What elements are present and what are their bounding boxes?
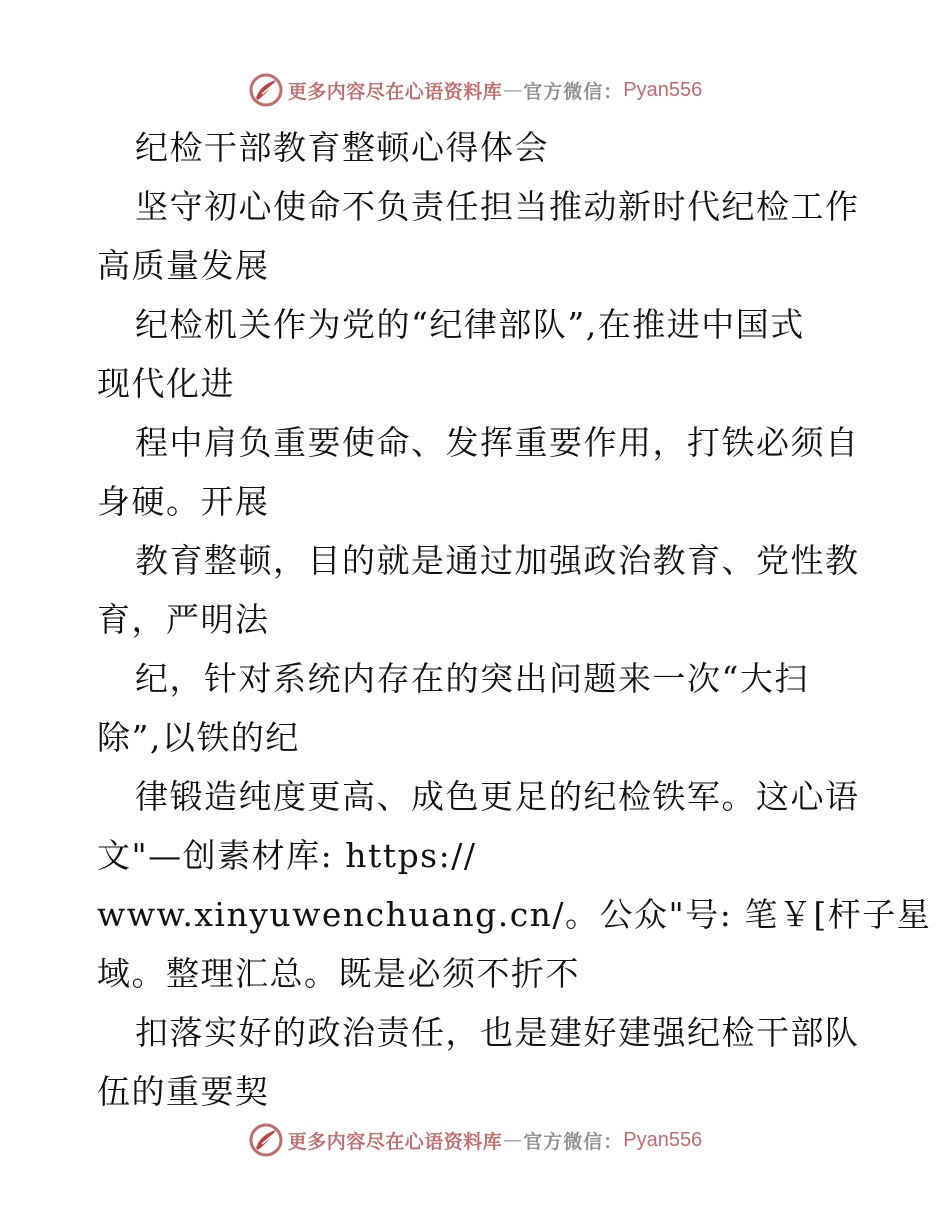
document-line: www.xinyuwenchuang.cn/。公众"号: 笔￥[杆子星 <box>97 895 932 934</box>
document-line: 身硬。开展 <box>97 482 270 521</box>
document-line: 伍的重要契 <box>97 1072 270 1111</box>
header-banner <box>0 68 950 112</box>
document-line: 高质量发展 <box>97 246 270 285</box>
logo-icon <box>248 72 284 108</box>
document-line: 教育整顿，目的就是通过加强政治教育、党性教 <box>135 541 860 580</box>
document-line: 纪检干部教育整顿心得体会 <box>135 128 549 167</box>
footer-site-text: 更多内容尽在心语资料库 <box>287 1130 503 1153</box>
document-line: 域。整理汇总。既是必须不折不 <box>97 954 580 993</box>
document-line: 育，严明法 <box>97 600 270 639</box>
header-contact-label: 官方微信： <box>523 80 624 103</box>
header-site-text: 更多内容尽在心语资料库 <box>287 80 503 103</box>
document-body <box>97 118 932 1121</box>
document-line: 文"—创素材库: https:// <box>97 836 477 875</box>
document-line: 坚守初心使命不负责任担当推动新时代纪检工作 <box>135 187 860 226</box>
footer-contact-label: 官方微信： <box>523 1130 624 1153</box>
footer-wechat-handle: Pyan556 <box>623 1128 703 1151</box>
footer-separator: — <box>503 1129 523 1151</box>
footer-banner <box>0 1118 950 1162</box>
document-line: 纪检机关作为党的“纪律部队”,在推进中国式 <box>135 305 805 344</box>
header-wechat-handle: Pyan556 <box>623 78 703 101</box>
logo-icon <box>248 1122 284 1158</box>
document-line: 扣落实好的政治责任，也是建好建强纪检干部队 <box>135 1013 860 1052</box>
document-line: 纪，针对系统内存在的突出问题来一次“大扫 <box>135 659 809 698</box>
document-line: 程中肩负重要使命、发挥重要作用，打铁必须自 <box>135 423 860 462</box>
document-line: 现代化进 <box>97 364 235 403</box>
document-line: 除”,以铁的纪 <box>97 718 300 757</box>
header-separator: — <box>503 79 523 101</box>
document-line: 律锻造纯度更高、成色更足的纪检铁军。这心语 <box>135 777 860 816</box>
